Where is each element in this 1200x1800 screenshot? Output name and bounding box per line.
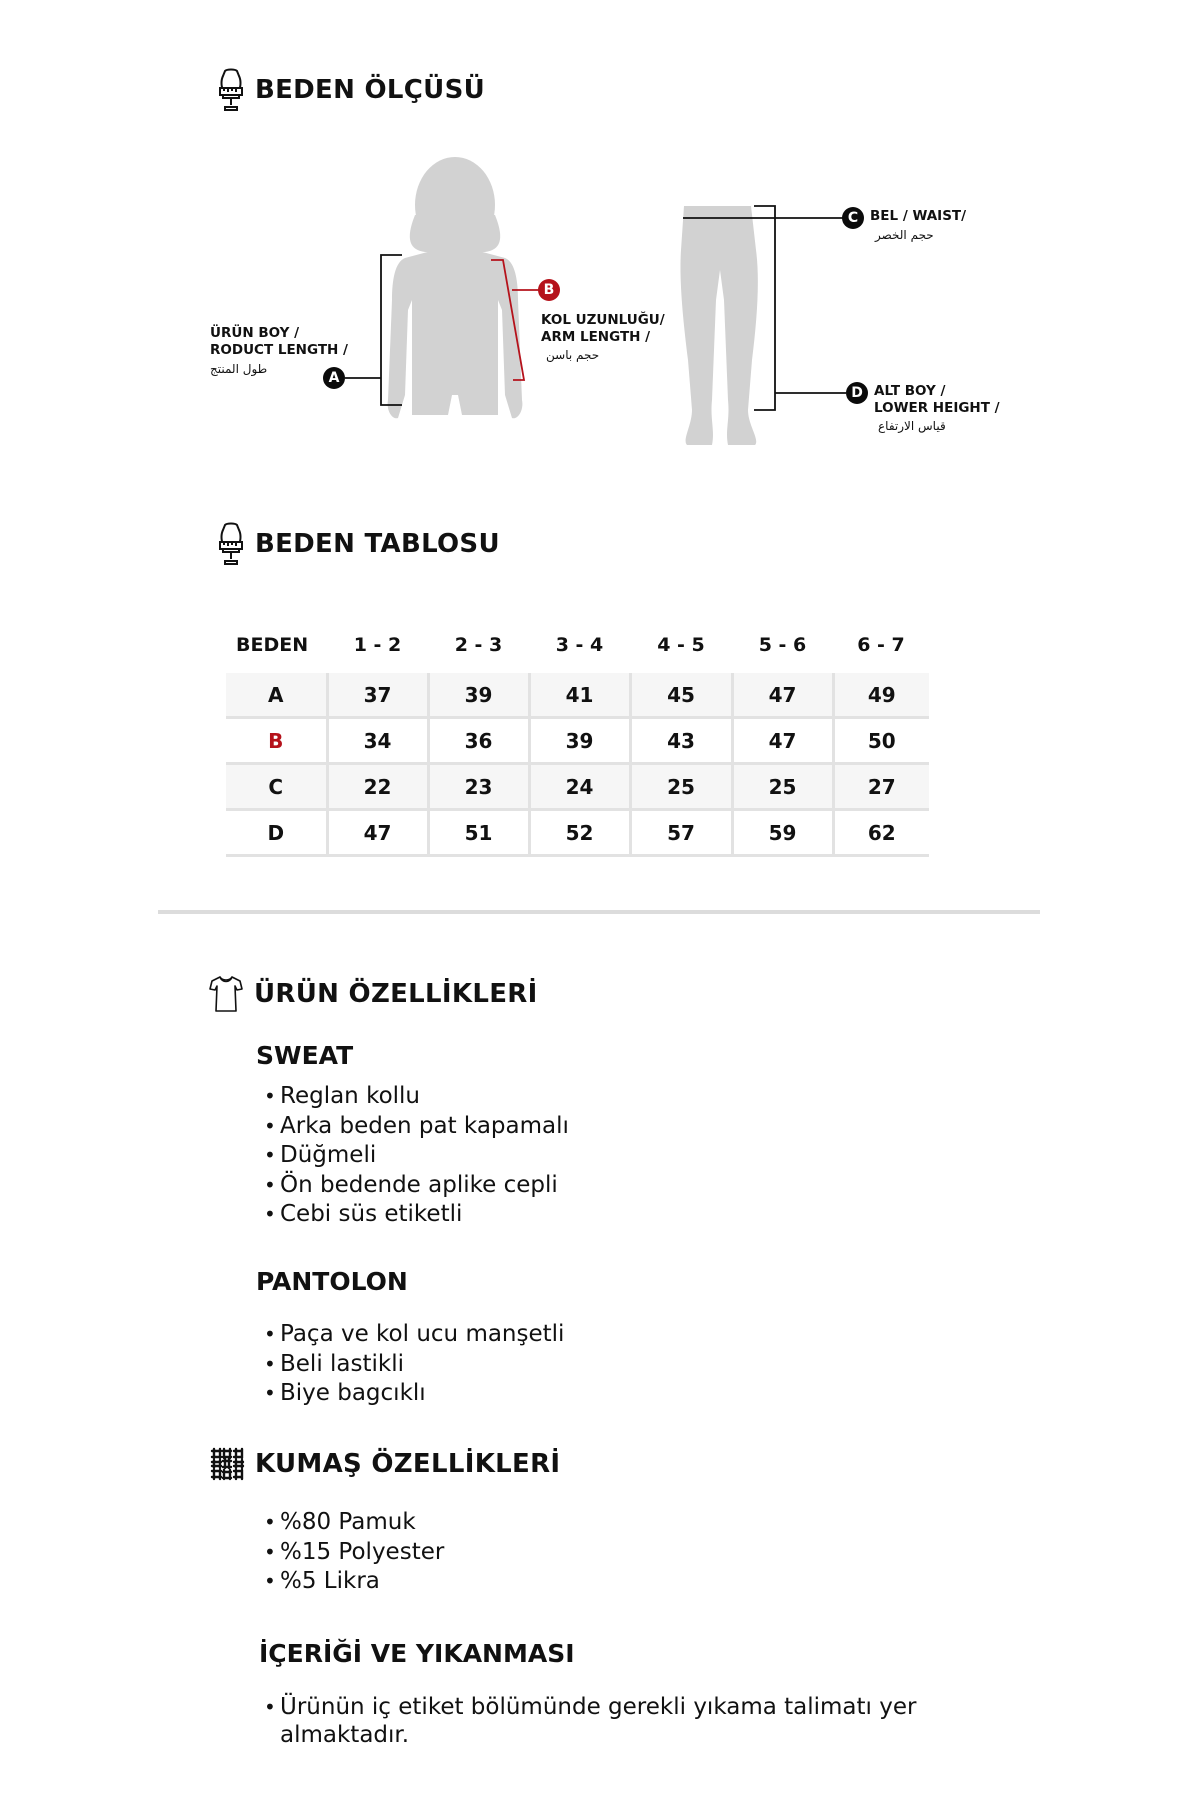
size-table xyxy=(226,620,929,857)
list-item: • Düğmeli xyxy=(266,1141,569,1171)
fabric-features-heading xyxy=(209,1446,560,1482)
label-a-arabic: طول المنتج xyxy=(210,362,268,376)
size-table-heading xyxy=(217,522,500,566)
table-cell: 62 xyxy=(833,810,929,856)
measurement-diagram xyxy=(0,0,1200,470)
tshirt-icon xyxy=(208,975,244,1013)
list-item: • Ön bedende aplike cepli xyxy=(266,1171,569,1201)
label-d-arabic: قياس الارتفاع xyxy=(878,419,946,433)
table-row xyxy=(226,810,929,856)
table-header-cell: 5 - 6 xyxy=(758,634,807,656)
label-b-arabic: حجم باسن xyxy=(546,348,600,362)
table-cell: 51 xyxy=(428,810,529,856)
child-silhouette xyxy=(388,157,523,418)
table-header-cell: 4 - 5 xyxy=(657,634,705,656)
fabric-features-title: KUMAŞ ÖZELLİKLERİ xyxy=(255,1449,561,1479)
sweat-subheading: SWEAT xyxy=(256,1041,354,1070)
marker-b: B xyxy=(538,279,560,301)
sweat-feature-list xyxy=(266,1082,569,1230)
label-d-line1: ALT BOY / xyxy=(874,383,946,399)
list-item: • Cebi süs etiketli xyxy=(266,1200,569,1230)
list-item: • Paça ve kol ucu manşetli xyxy=(266,1320,564,1350)
product-features-title: ÜRÜN ÖZELLİKLERİ xyxy=(254,979,538,1009)
label-c-arabic: حجم الخصر xyxy=(875,228,934,242)
table-cell: 50 xyxy=(833,718,929,764)
list-item: • %15 Polyester xyxy=(266,1538,444,1568)
measurement-title: BEDEN ÖLÇÜSÜ xyxy=(255,75,486,105)
list-item: • Reglan kollu xyxy=(266,1082,569,1112)
label-b-line1: KOL UZUNLUĞU/ xyxy=(541,312,665,328)
table-cell: 24 xyxy=(529,764,630,810)
table-row xyxy=(226,764,929,810)
label-c-line1: BEL / WAIST/ xyxy=(870,208,967,224)
table-row xyxy=(226,673,929,718)
table-row xyxy=(226,718,929,764)
table-cell: 43 xyxy=(630,718,732,764)
label-d-line2: LOWER HEIGHT / xyxy=(874,400,1000,416)
table-cell: 57 xyxy=(630,810,732,856)
marker-c: C xyxy=(842,207,864,229)
table-cell: 39 xyxy=(428,673,529,718)
care-instruction: • Ürünün iç etiket bölümünde gerekli yıkama talimatı yer almaktadır. xyxy=(266,1693,980,1749)
label-a-line1: ÜRÜN BOY / xyxy=(210,325,300,341)
table-cell: 22 xyxy=(327,764,428,810)
table-header-cell: 6 - 7 xyxy=(857,634,905,656)
marker-a: A xyxy=(323,367,345,389)
list-item: • %5 Likra xyxy=(266,1567,444,1597)
table-header-cell: 1 - 2 xyxy=(353,634,402,656)
list-item: • Beli lastikli xyxy=(266,1350,564,1380)
section-divider xyxy=(158,910,1040,914)
row-label: A xyxy=(226,673,327,718)
label-a-line2: RODUCT LENGTH / xyxy=(210,342,348,358)
list-item: • %80 Pamuk xyxy=(266,1508,444,1538)
table-cell: 34 xyxy=(327,718,428,764)
list-item: • Biye bagcıklı xyxy=(266,1379,564,1409)
tailor-mannequin-icon xyxy=(217,522,245,566)
pantolon-subheading: PANTOLON xyxy=(256,1267,408,1296)
table-cell: 47 xyxy=(327,810,428,856)
row-label: C xyxy=(226,764,327,810)
row-label: D xyxy=(226,810,327,856)
row-label: B xyxy=(226,718,327,764)
care-heading: İÇERİĞİ VE YIKANMASI xyxy=(259,1639,575,1668)
table-cell: 47 xyxy=(732,673,833,718)
fabric-composition-list xyxy=(266,1508,444,1597)
table-cell: 47 xyxy=(732,718,833,764)
list-item: • Arka beden pat kapamalı xyxy=(266,1112,569,1142)
table-cell: 52 xyxy=(529,810,630,856)
table-cell: 25 xyxy=(630,764,732,810)
size-table-title: BEDEN TABLOSU xyxy=(255,529,500,559)
table-header-row xyxy=(226,620,929,670)
table-cell: 41 xyxy=(529,673,630,718)
table-header-cell: BEDEN xyxy=(236,634,309,656)
table-cell: 49 xyxy=(833,673,929,718)
table-cell: 25 xyxy=(732,764,833,810)
pantolon-feature-list xyxy=(266,1320,564,1409)
table-cell: 37 xyxy=(327,673,428,718)
table-cell: 45 xyxy=(630,673,732,718)
table-cell: 27 xyxy=(833,764,929,810)
legs-silhouette xyxy=(680,206,757,445)
label-b-line2: ARM LENGTH / xyxy=(541,329,651,345)
fabric-weave-icon xyxy=(209,1446,245,1482)
product-features-heading xyxy=(208,975,538,1013)
marker-d: D xyxy=(846,382,868,404)
table-cell: 23 xyxy=(428,764,529,810)
table-cell: 39 xyxy=(529,718,630,764)
table-header-cell: 3 - 4 xyxy=(555,634,604,656)
table-cell: 59 xyxy=(732,810,833,856)
table-header-cell: 2 - 3 xyxy=(454,634,503,656)
table-cell: 36 xyxy=(428,718,529,764)
